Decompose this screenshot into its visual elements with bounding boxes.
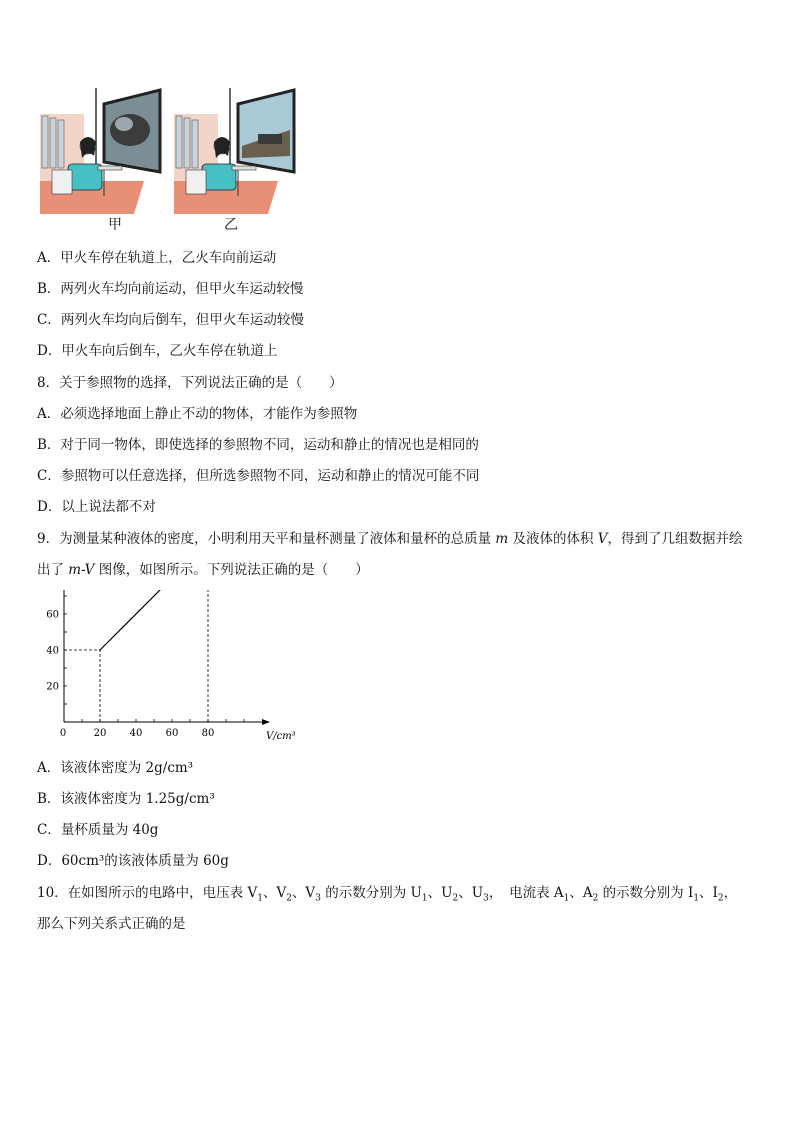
q10-sep-u3: 、U <box>458 885 484 901</box>
x-tick-label: 40 <box>129 728 143 739</box>
q10-text-d: 的示数分别为 I <box>598 885 694 901</box>
y-tick-label: 40 <box>46 645 59 657</box>
q10-sub-v1: 1 <box>257 893 263 904</box>
q7-option-c: C．两列火车均向后倒车，但甲火车运动较慢 <box>37 312 304 328</box>
x-tick-label: 80 <box>201 728 215 739</box>
q8-option-c: C．参照物可以任意选择，但所选参照物不同，运动和静止的情况可能不同 <box>37 468 480 484</box>
q8-option-d: D．以上说法都不对 <box>37 499 156 515</box>
x-axis-arrow <box>262 719 270 725</box>
q9-stem-text-a: 9．为测量某种液体的密度，小明利用天平和量杯测量了液体和量杯的总质量 <box>37 531 492 547</box>
q7-option-d: D．甲火车向后倒车，乙火车停在轨道上 <box>37 343 278 359</box>
q10-sub-u2: 2 <box>452 893 459 904</box>
q10-sep-v3: 、V <box>291 885 316 901</box>
q7-option-b: B．两列火车均向前运动，但甲火车运动较慢 <box>37 281 304 297</box>
data-point <box>99 649 101 651</box>
q10-text-c: ， 电流表 A <box>488 885 564 901</box>
figure-label-left: 甲 <box>108 217 122 233</box>
q10-sub-u3: 3 <box>483 893 489 904</box>
q7-option-a: A．甲火车停在轨道上，乙火车向前运动 <box>37 250 277 266</box>
q9-stem-text-d: 出了 <box>37 562 64 578</box>
q10-stem-line2: 那么下列关系式正确的是 <box>37 916 186 932</box>
q9-var-m: m <box>495 531 509 547</box>
figure-label-right: 乙 <box>224 217 238 233</box>
q10-sub-a1: 1 <box>563 893 570 904</box>
mv-chart <box>30 590 300 750</box>
q10-sub-i1: 1 <box>693 893 700 904</box>
q10-sub-a2: 2 <box>592 893 599 904</box>
q10-text-b: 的示数分别为 U <box>320 885 422 901</box>
q9-option-c: C．量杯质量为 40g <box>37 822 159 838</box>
q9-stem-line2 <box>37 561 369 579</box>
panel-right <box>174 88 294 214</box>
q9-option-a: A．该液体密度为 2g/cm³ <box>37 760 194 776</box>
q9-var-mv: m-V <box>68 562 95 578</box>
q8-stem: 8．关于参照物的选择，下列说法正确的是（ ） <box>37 375 343 391</box>
q10-sub-u1: 1 <box>421 893 428 904</box>
q10-sep-u2: 、U <box>427 885 453 901</box>
train-window-figure <box>38 86 300 216</box>
q10-sub-v3: 3 <box>315 893 321 904</box>
q10-stem-line1 <box>37 884 737 908</box>
q9-stem-text-c: ，得到了几组数据并绘 <box>607 531 743 547</box>
q10-sub-i2: 2 <box>717 893 724 904</box>
q10-text-a: 10．在如图所示的电路中，电压表 V <box>37 885 258 901</box>
q9-stem-text-b: 及液体的体积 <box>512 531 594 547</box>
x-axis-label: V/cm³ <box>266 731 296 742</box>
panel-left <box>40 88 160 214</box>
x-tick-label: 60 <box>165 728 179 739</box>
q10-sep-v2: 、V <box>262 885 287 901</box>
q10-sep-i2: 、I <box>699 885 718 901</box>
q10-text-e: ， <box>723 885 738 901</box>
q10-sep-a2: 、A <box>569 885 593 901</box>
q9-option-d: D．60cm³的该液体质量为 60g <box>37 853 229 869</box>
q9-option-b: B．该液体密度为 1.25g/cm³ <box>37 791 215 807</box>
q8-option-a: A．必须选择地面上静止不动的物体，才能作为参照物 <box>37 406 358 422</box>
q9-var-v: V <box>597 531 608 547</box>
q9-stem-line1 <box>37 530 743 548</box>
q10-sub-v2: 2 <box>286 893 292 904</box>
q9-stem-text-e: 图像，如图所示。下列说法正确的是（ ） <box>98 562 369 578</box>
q8-option-b: B．对于同一物体，即使选择的参照物不同，运动和静止的情况也是相同的 <box>37 437 479 453</box>
y-tick-label: 60 <box>46 609 59 621</box>
y-tick-label: 20 <box>46 681 59 693</box>
x-tick-label: 20 <box>93 728 107 739</box>
x-tick-label: 0 <box>59 728 67 739</box>
series-line <box>100 590 208 650</box>
